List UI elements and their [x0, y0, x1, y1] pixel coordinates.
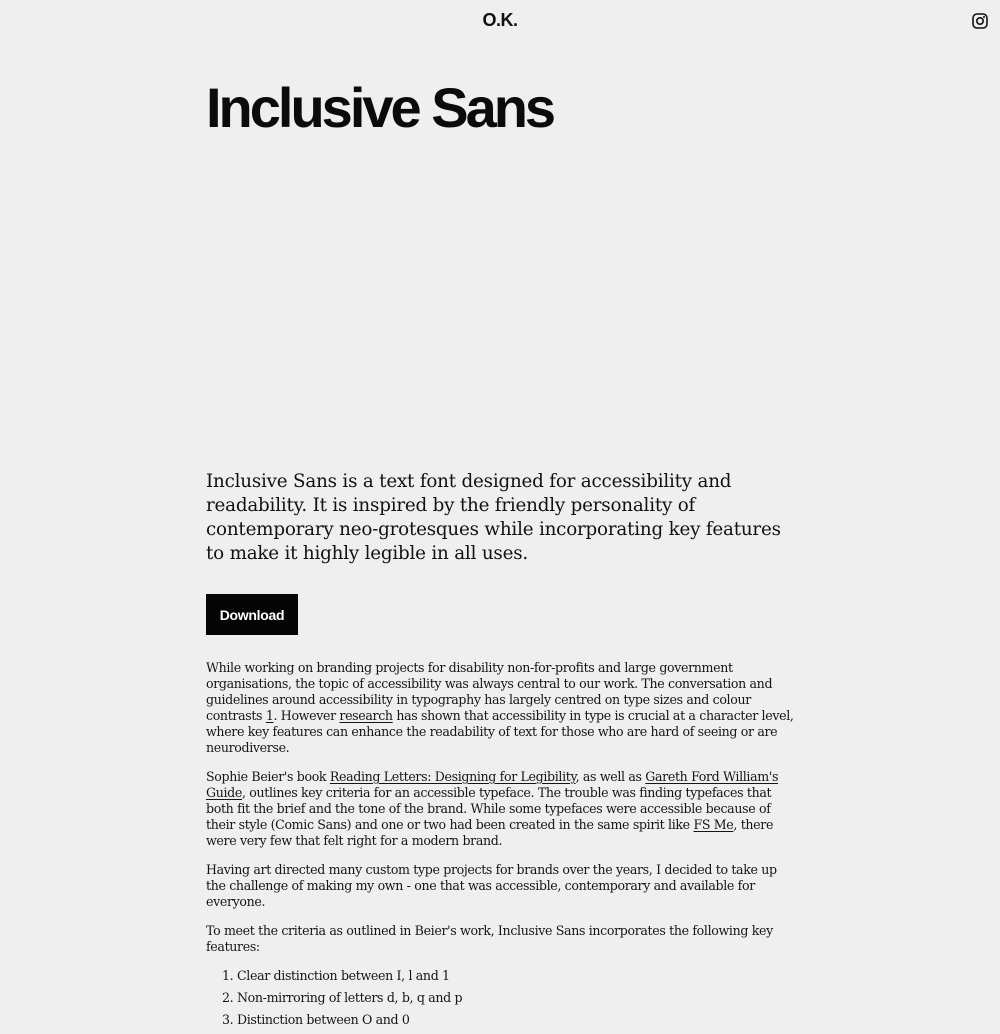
- paragraph-accessibility: [206, 660, 796, 756]
- paragraph-criteria: To meet the criteria as outlined in Beier's work, Inclusive Sans incorporates the following key features:: [206, 923, 773, 954]
- paragraph-motivation: Having art directed many custom type projects for brands over the years, I decided to take up the challenge of making my own - one that was accessible, contemporary and available for everyone.: [206, 862, 777, 909]
- paragraph-text: , there were very few that felt right for a modern brand.: [206, 817, 774, 848]
- paragraph-text: , outlines key criteria for an accessible typeface. The trouble was finding typefaces that both fit the brief and the tone of the brand. While some typefaces were accessible because of their style (Comic Sans) and one or two had been created in the same spirit like: [206, 785, 772, 832]
- site-logo[interactable]: O.K.: [482, 10, 518, 30]
- fs-me-link[interactable]: FS Me: [693, 817, 734, 832]
- reading-letters-link[interactable]: Reading Letters: Designing for Legibility: [329, 769, 576, 784]
- list-item: 2. Non-mirroring of letters d, b, q and p: [237, 990, 796, 1006]
- paragraph-references: [206, 769, 796, 849]
- paragraph-text: , as well as: [575, 769, 646, 784]
- paragraph-text: While working on branding projects for disability non-for-profits and large government organisations, the topic of accessibility was always central to our work. The conversation and guidelines around accessibility in typography has largely centred on type sizes and colour contrasts: [206, 660, 773, 723]
- research-link[interactable]: research: [339, 708, 393, 723]
- article-body: [206, 660, 796, 1034]
- instagram-icon[interactable]: [972, 13, 988, 29]
- download-button[interactable]: Download: [206, 594, 298, 635]
- intro-text: Inclusive Sans is a text font designed for accessibility and readability. It is inspired by the friendly personality of contemporary neo-grotesques while incorporating key features to make it highly legible in all uses.: [206, 471, 781, 564]
- paragraph-text: has shown that accessibility in type is crucial at a character level, where key features can enhance the readability of text for those who are hard of seeing or are neurodiverse.: [206, 708, 794, 755]
- paragraph-text: Sophie Beier's book: [206, 769, 330, 784]
- list-item: 3. Distinction between O and 0: [237, 1012, 796, 1028]
- paragraph-text: . However: [273, 708, 340, 723]
- features-list: [206, 968, 796, 1028]
- footnote-1-link[interactable]: 1: [265, 708, 274, 723]
- gareth-ford-william-guide-link[interactable]: Gareth Ford William's Guide: [206, 769, 779, 800]
- page-title: Inclusive Sans: [206, 76, 554, 139]
- list-item: 1. Clear distinction between I, l and 1: [237, 968, 796, 984]
